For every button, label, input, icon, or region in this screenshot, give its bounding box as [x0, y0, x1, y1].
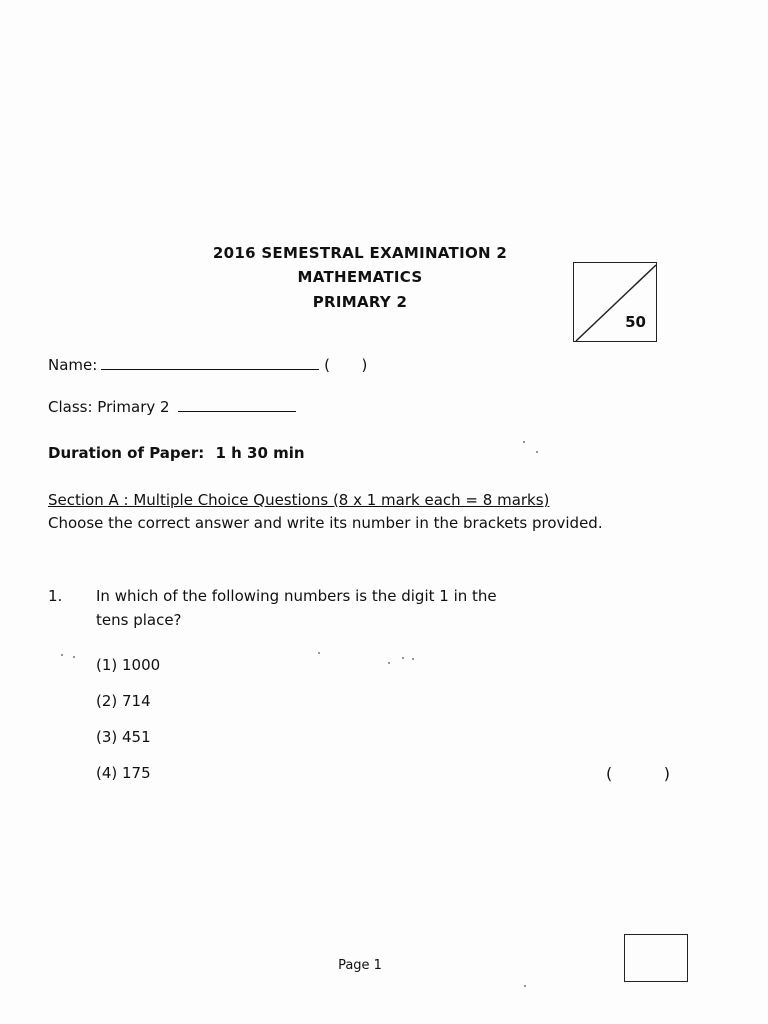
- score-diagonal-line: [574, 263, 658, 343]
- class-field[interactable]: [178, 399, 296, 412]
- register-bracket-open: (: [324, 356, 330, 374]
- duration-row: [48, 444, 305, 462]
- name-field[interactable]: [101, 357, 319, 370]
- duration-label: Duration of Paper:: [48, 444, 205, 462]
- answer-brackets[interactable]: [606, 764, 670, 783]
- option-3: (3) 451: [96, 728, 151, 746]
- question-text-line-2: tens place?: [96, 611, 182, 629]
- option-1: (1) 1000: [96, 656, 161, 674]
- scan-speck: [524, 985, 526, 987]
- page-number: Page 1: [338, 958, 382, 973]
- level-title: PRIMARY 2: [312, 293, 408, 311]
- option-2: (2) 714: [96, 692, 151, 710]
- scan-speck: [61, 654, 63, 656]
- score-box: [573, 262, 657, 342]
- scan-speck: [73, 656, 75, 658]
- answer-bracket-open: (: [606, 764, 613, 783]
- duration-value: 1 h 30 min: [215, 444, 305, 462]
- marks-box: [624, 934, 688, 982]
- class-row: [48, 398, 296, 416]
- subject-title: MATHEMATICS: [297, 268, 423, 286]
- answer-bracket-close: ): [663, 764, 670, 783]
- register-bracket-close: ): [361, 356, 368, 374]
- section-instruction: Choose the correct answer and write its number in the brackets provided.: [48, 514, 603, 532]
- scan-speck: [402, 657, 404, 659]
- section-heading: Section A : Multiple Choice Questions (8 x 1 mark each = 8 marks): [48, 491, 550, 509]
- scan-speck: [412, 658, 414, 660]
- name-label: Name:: [48, 356, 98, 374]
- option-4: (4) 175: [96, 764, 151, 782]
- name-row: [48, 356, 367, 374]
- question-text-line-1: In which of the following numbers is the digit 1 in the: [96, 587, 497, 605]
- question-number: 1.: [48, 587, 63, 605]
- scan-speck: [318, 652, 320, 654]
- scan-speck: [523, 441, 525, 443]
- score-total: 50: [625, 313, 646, 331]
- exam-title: 2016 SEMESTRAL EXAMINATION 2: [212, 244, 508, 262]
- scan-speck: [536, 451, 538, 453]
- scan-speck: [388, 662, 390, 664]
- class-label: Class: Primary 2: [48, 398, 170, 416]
